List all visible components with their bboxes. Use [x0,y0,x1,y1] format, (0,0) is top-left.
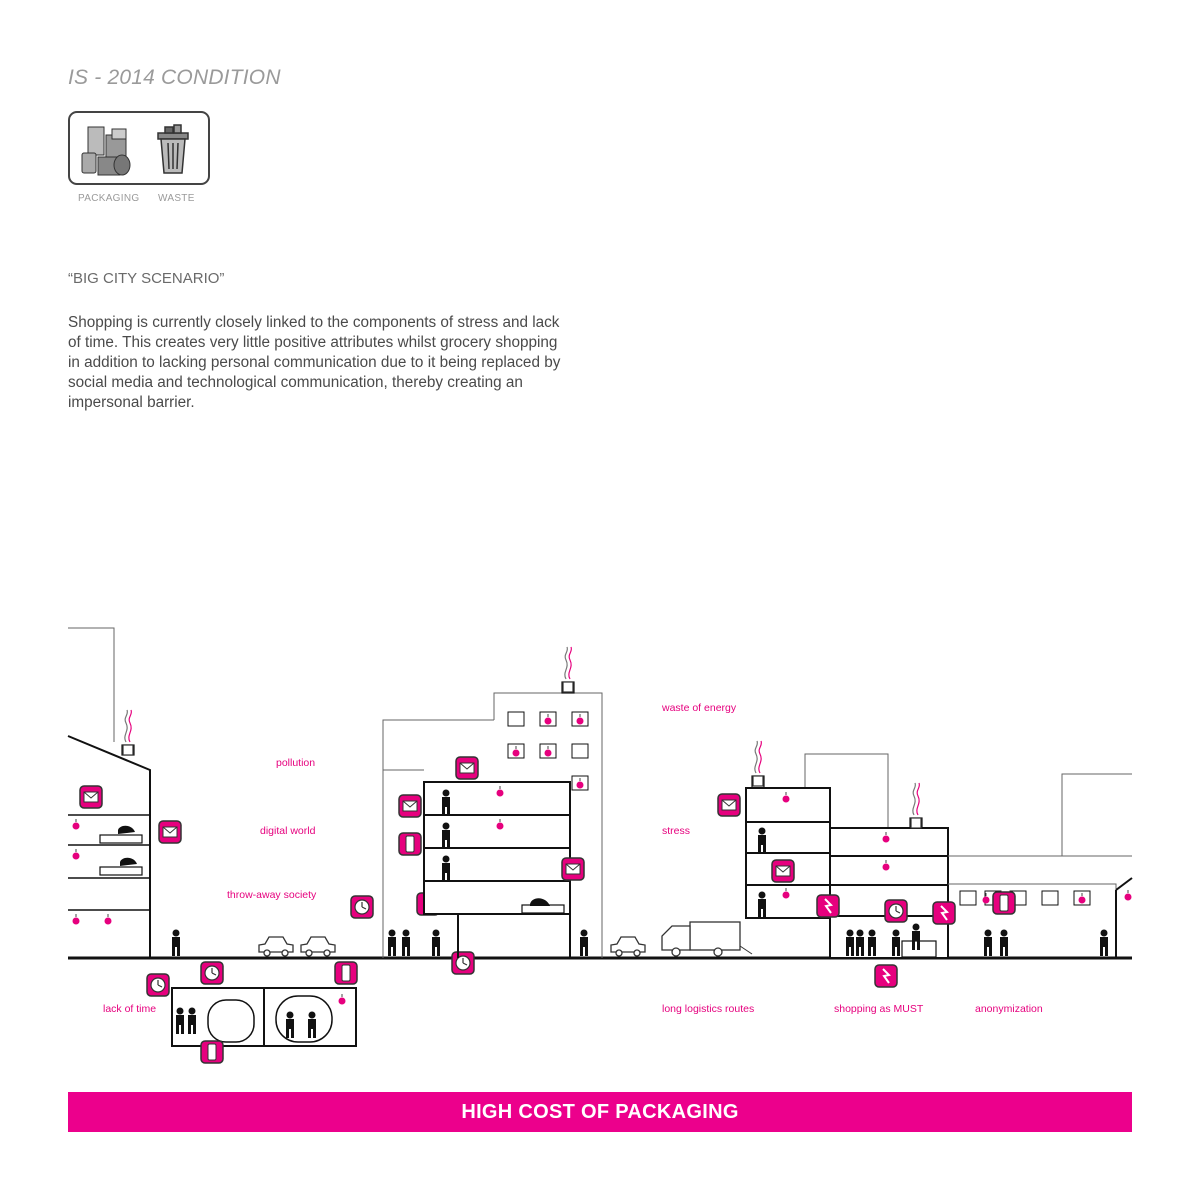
building-right [746,754,1132,958]
lightbulb-icon [1079,893,1086,904]
car-icon [611,937,645,956]
person-icon [1100,930,1108,957]
phone-icon [201,1041,223,1063]
building-center [383,682,602,958]
person-icon [118,826,135,834]
person-icon [388,930,396,957]
lightbulb-icon [577,778,584,789]
email-icon [159,821,181,843]
phone-icon [335,962,357,984]
person-icon [308,1012,316,1039]
clock-icon [351,896,373,918]
scenario-description: Shopping is currently closely linked to the components of stress and lack of time. This creates very little positive attributes whilst grocery shopping in addition to lacking personal communication due to it being replaced by social media and technological communication, thereby creating an impersonal barrier. [68,314,561,411]
label-digital-world: digital world [260,825,316,837]
label-shopping-as-must: shopping as MUST [834,1003,924,1015]
email-icon [456,757,478,779]
clock-icon [885,900,907,922]
email-icon [718,794,740,816]
label-stress: stress [662,825,691,837]
label-anonymization: anonymization [975,1003,1043,1015]
truck-icon [662,922,752,956]
person-icon [580,930,588,957]
label-waste-of-energy: waste of energy [662,702,737,714]
email-icon [80,786,102,808]
email-icon [399,795,421,817]
lightbulb-icon [983,893,990,904]
phone-icon [399,833,421,855]
lightbulb-icon [73,819,80,830]
label-pollution: pollution [276,757,316,769]
lightbulb-icon [73,849,80,860]
person-icon [286,1012,294,1039]
person-icon [172,930,180,957]
subway-tunnel [172,988,356,1046]
lightning-icon [817,895,839,917]
clock-icon [452,952,474,974]
page-title: IS - 2014 CONDITION [68,66,281,89]
lightbulb-icon [545,746,552,757]
scenario-heading: “BIG CITY SCENARIO” [68,270,225,287]
label-lack-of-time: lack of time [103,1003,157,1015]
person-icon [176,1008,184,1035]
person-icon [1000,930,1008,957]
lightning-icon [875,965,897,987]
email-icon [772,860,794,882]
legend-packaging-label: PACKAGING [78,193,140,204]
clock-icon [201,962,223,984]
lightbulb-icon [513,746,520,757]
email-icon [562,858,584,880]
smoke-icon [123,710,133,755]
smoke-icon [753,741,763,786]
person-icon [120,858,137,866]
phone-icon [993,892,1015,914]
lightbulb-icon [73,914,80,925]
lightbulb-icon [545,714,552,725]
label-long-logistics-routes: long logistics routes [662,1003,755,1015]
car-icon [301,937,335,956]
lightning-icon [933,902,955,924]
bottom-banner: HIGH COST OF PACKAGING [68,1092,1132,1132]
smoke-icon [911,783,921,828]
lightbulb-icon [339,994,346,1005]
legend-waste-label: WASTE [158,193,195,204]
person-icon [984,930,992,957]
clock-icon [147,974,169,996]
car-icon [259,937,293,956]
person-icon [402,930,410,957]
lightbulb-icon [105,914,112,925]
smoke-icon [563,647,573,692]
person-icon [188,1008,196,1035]
label-throw-away-society: throw-away society [227,889,317,901]
person-icon [432,930,440,957]
lightbulb-icon [577,714,584,725]
lightbulb-icon [1125,890,1132,901]
